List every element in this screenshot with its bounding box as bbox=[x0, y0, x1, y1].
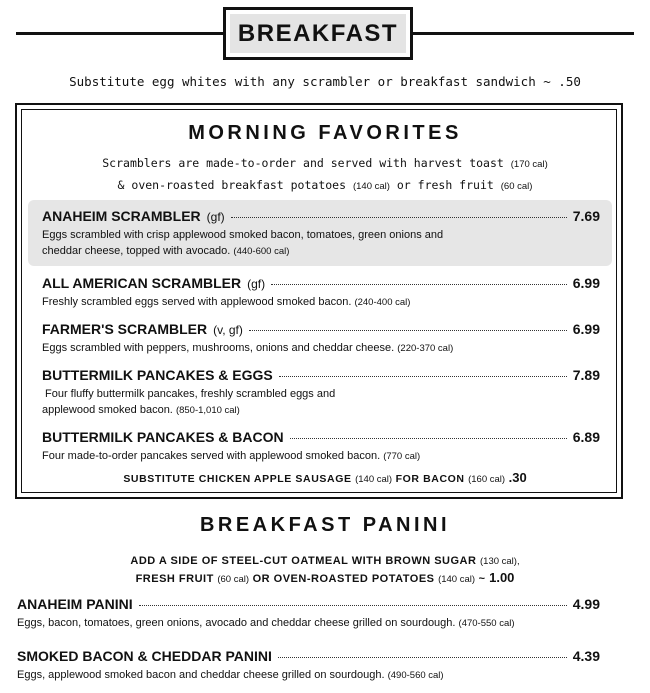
breakfast-title: BREAKFAST bbox=[230, 14, 406, 53]
menu-item-all-american-scrambler bbox=[42, 275, 600, 311]
item-name: FARMER'S SCRAMBLER bbox=[42, 321, 208, 337]
item-price: 4.99 bbox=[572, 596, 600, 612]
menu-item-buttermilk-pancakes-eggs bbox=[42, 367, 600, 419]
item-name: SMOKED BACON & CHEDDAR PANINI bbox=[17, 648, 272, 664]
dot-leader bbox=[249, 330, 567, 331]
dot-leader bbox=[278, 657, 567, 658]
dot-leader bbox=[279, 376, 567, 377]
menu-item-anaheim-panini bbox=[17, 596, 600, 632]
breakfast-panini-title: BREAKFAST PANINI bbox=[199, 514, 451, 536]
item-name: ANAHEIM PANINI bbox=[17, 596, 133, 612]
menu-item-anaheim-scrambler bbox=[42, 208, 600, 260]
item-description: Eggs, bacon, tomatoes, green onions, avocado and cheddar cheese grilled on sourdough. (470-550 cal) bbox=[17, 617, 515, 629]
egg-white-substitute-note: Substitute egg whites with any scrambler or breakfast sandwich ~ .50 bbox=[69, 74, 581, 89]
menu-item-buttermilk-pancakes-bacon bbox=[42, 429, 600, 465]
item-name: BUTTERMILK PANCAKES & BACON bbox=[42, 429, 284, 445]
item-description: Freshly scrambled eggs served with applewood smoked bacon. (240-400 cal) bbox=[42, 296, 411, 308]
dot-leader bbox=[290, 438, 567, 439]
item-description: Eggs scrambled with peppers, mushrooms, onions and cheddar cheese. (220-370 cal) bbox=[42, 342, 454, 354]
menu-item-farmers-scrambler bbox=[42, 321, 600, 357]
item-tag: (gf) bbox=[206, 210, 225, 224]
item-price: 7.89 bbox=[572, 367, 600, 383]
breakfast-header bbox=[223, 7, 413, 60]
morning-favorites-title: MORNING FAVORITES bbox=[188, 122, 462, 144]
dot-leader bbox=[271, 284, 567, 285]
dot-leader bbox=[231, 217, 567, 218]
item-price: 4.39 bbox=[572, 648, 600, 664]
morning-favorites-intro: Scramblers are made-to-order and served with harvest toast (170 cal) & oven-roasted breakfast potatoes (140 cal) or fresh fruit (60 cal) bbox=[102, 156, 548, 192]
item-tag: (v, gf) bbox=[213, 323, 243, 337]
item-price: 6.99 bbox=[572, 275, 600, 291]
panini-side-note: ADD A SIDE OF STEEL-CUT OATMEAL WITH BROWN SUGAR (130 cal), FRESH FRUIT (60 cal) OR OVEN-ROASTED POTATOES (140 cal) ~ 1.00 bbox=[130, 555, 520, 585]
menu-item-smoked-bacon-cheddar-panini bbox=[17, 648, 600, 684]
sausage-substitute-note: SUBSTITUTE CHICKEN APPLE SAUSAGE (140 cal) FOR BACON (160 cal) .30 bbox=[123, 470, 527, 485]
item-description: Eggs, applewood smoked bacon and cheddar cheese grilled on sourdough. (490-560 cal) bbox=[17, 669, 444, 681]
item-description: Four fluffy buttermilk pancakes, freshly scrambled eggs and applewood smoked bacon. (850-1,010 cal) bbox=[42, 388, 336, 416]
item-price: 6.99 bbox=[572, 321, 600, 337]
dot-leader bbox=[139, 605, 567, 606]
item-price: 6.89 bbox=[572, 429, 600, 445]
item-name: BUTTERMILK PANCAKES & EGGS bbox=[42, 367, 273, 383]
item-name: ALL AMERICAN SCRAMBLER bbox=[42, 275, 242, 291]
item-description: Four made-to-order pancakes served with applewood smoked bacon. (770 cal) bbox=[42, 450, 421, 462]
item-price: 7.69 bbox=[572, 208, 600, 224]
item-tag: (gf) bbox=[247, 277, 266, 291]
item-name: ANAHEIM SCRAMBLER bbox=[42, 208, 201, 224]
item-description: Eggs scrambled with crisp applewood smoked bacon, tomatoes, green onions and cheddar cheese, topped with avocado. (440-600 cal) bbox=[42, 229, 444, 257]
